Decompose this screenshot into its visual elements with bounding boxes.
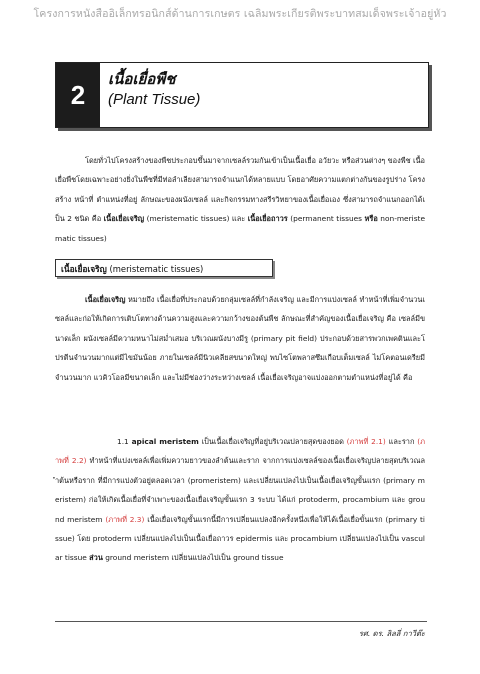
section-heading [55,259,273,277]
chapter-title-thai: เนื้อเยื่อพืช [108,70,176,88]
footer-author: รศ. ดร. ลิลลี่ กาวีต๊ะ [358,629,425,638]
figure-ref-2-2[interactable]: (ภาพที่ 2.2) [55,437,425,466]
figure-ref-2-3[interactable]: (ภาพที่ 2.3) [105,514,145,524]
and-word: ส่วน [89,553,103,563]
definition-text: หมายถึง เนื้อเยื่อที่ประกอบด้วยกลุ่มเซลล์ที่กำลังเจริญ และมีการแบ่งเซลล์ ทำหน้าที่เพิ่มจำนวนเซลล์และก่อให้เกิดการเติบโตทางด้านความสูงและความกว้างของต้นพืช ลักษณะที่สำคัญของเนื้อเยื่อเจริญ คือ เซลล์มีขนาดเล็ก ผนังเซลล์มีความหนาไม่สม่ำเสมอ บริเวณผนังบางมีรู (primary pit field) ประกอบด้วยสารพวกเพคตินและโปรตีนจำนวนมากแต่มีไขมันน้อย ภายในเซลล์มีนิวเคลียสขนาดใหญ่ พบไซโตพลาสซึมเกือบเต็มเซลล์ ไม่โคตอนเดรียมีจำนวนมาก แวคิวโอลมีขนาดเล็ก และไม่มีช่องว่างระหว่างเซลล์ เนื้อเยื่อเจริญอาจแบ่งออกตามตำแหน่งที่อยู่ได้ คือ [55,295,425,382]
text-part-2: และราก [385,437,418,446]
footer-divider [55,621,427,622]
running-header: โครงการหนังสืออิเล็กทรอนิกส์ด้านการเกษตร เฉลิมพระเกียรติพระบาทสมเด็จพระเจ้าอยู่หัว [33,8,447,20]
section-title-english: (meristematic tissues) [106,264,204,274]
item-number: 1.1 [117,437,132,446]
intro-text: โดยทั่วไปโครงสร้างของพืชประกอบขึ้นมาจากเซลล์รวมกันเข้าเป็นเนื้อเยื่อ อวัยวะ หรือส่วนต่างๆ ของพืช เนื้อเยื่อพืชโดยเฉพาะอย่างยิ่งในพืชที่มีท่อลำเลียงสามารถจำแนกได้หลายแบบ โดยอาศัยความแตกต่างกันของรูปร่าง โครงสร้าง หน้าที่ ตำแหน่งที่อยู่ ลักษณะของผนังเซลล์ และกิจกรรมทางสรีรวิทยาของเนื้อเยื่อเอง ซึ่งสามารถจำแนกออกได้เป็น 2 ชนิด คือ [55,156,425,224]
term-permanent-en: (permanent tissues [287,214,365,224]
definition-term: เนื้อเยื่อเจริญ [85,295,126,304]
text-part-4: เนื้อเยื่อเจริญขั้นแรกนี้มีการเปลี่ยนแปลงอีกครั้งหนึ่งเพื่อให้ได้เนื้อเยื่อขั้นแรก (primary tissue) โดย protoderm เปลี่ยนแปลงไปเป็นเนื้อเยื่อถาวร epidermis และ procambium เปลี่ยนแปลงไปเป็น vascular tissue [55,514,425,563]
section-title-thai: เนื้อเยื่อเจริญ [61,264,107,274]
apical-meristem-paragraph [55,432,425,568]
figure-ref-2-1[interactable]: (ภาพที่ 2.1) [346,437,386,446]
term-meristematic-en: (meristematic tissues) และ [144,214,248,224]
apical-meristem-term: apical meristem [131,437,199,446]
meristem-definition-paragraph [55,290,425,387]
term-meristematic: เนื้อเยื่อเจริญ [103,214,145,224]
text-part-3: ทำหน้าที่แบ่งเซลล์เพื่อเพิ่มความยาวของลำต้นและราก จากการแบ่งเซลล์ของเนื้อเยื่อเจริญปลายสุดบริเวณลำต้นหรือราก ที่มีการแบ่งตัวอยู่ตลอดเวลา (promeristem) และเปลี่ยนแปลงไปเป็นเนื้อเยื่อเจริญขั้นแรก (primary meristem) ก่อให้เกิดเนื้อเยื่อที่จำเพาะของเนื้อเยื่อเจริญขั้นแรก 3 ระบบ ได้แก่ protoderm, procambium และ ground meristem [55,456,425,524]
or-word: หรือ [364,214,378,224]
text-part-1: เป็นเนื้อเยื่อเจริญที่อยู่บริเวณปลายสุดของยอด [198,437,347,446]
term-non-meristematic: non-meristematic tissues) [55,214,425,243]
chapter-titles [100,63,200,127]
chapter-heading-box [55,62,429,128]
text-part-5: ground meristem เปลี่ยนแปลงไปเป็น ground tissue [102,553,284,563]
intro-paragraph [55,151,425,248]
term-permanent: เนื้อเยื่อถาวร [247,214,288,224]
chapter-title-english: (Plant Tissue) [108,91,201,108]
chapter-number: 2 [56,63,100,127]
